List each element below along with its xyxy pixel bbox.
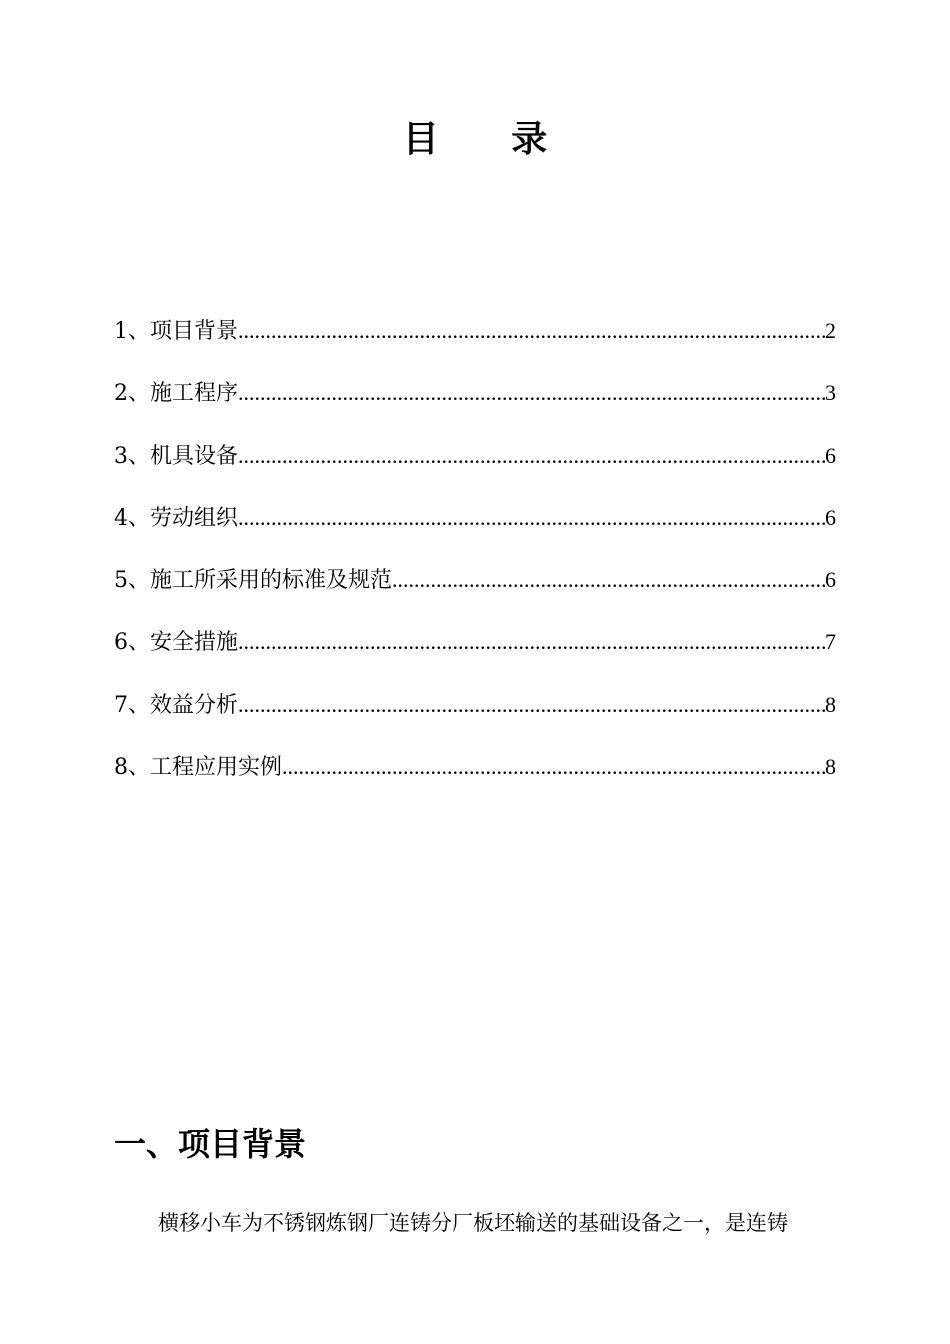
section-heading: 一、项目背景 [114, 1125, 307, 1163]
toc-entry[interactable] [114, 623, 836, 685]
toc-entry[interactable] [114, 437, 836, 499]
toc-page-number: 3 [825, 380, 836, 406]
toc-entry[interactable] [114, 748, 836, 810]
toc-dot-leader [238, 686, 825, 724]
toc-dot-leader [238, 374, 825, 412]
toc-dot-leader [238, 623, 825, 661]
toc-entry-label: 6、安全措施 [114, 630, 238, 656]
toc-title: 目 录 [402, 119, 578, 160]
toc-entry-label: 4、劳动组织 [114, 505, 238, 531]
toc-entry-label: 3、机具设备 [114, 443, 238, 469]
toc-entry[interactable] [114, 561, 836, 623]
toc-entry[interactable] [114, 686, 836, 748]
toc-dot-leader [238, 499, 825, 537]
toc-dot-leader [238, 312, 825, 350]
toc-page-number: 7 [825, 629, 836, 655]
toc-dot-leader [282, 748, 825, 786]
toc-dot-leader [238, 437, 825, 475]
toc-page-number: 6 [825, 504, 836, 530]
toc-page-number: 2 [825, 318, 836, 343]
toc-entry-label: 2、施工程序 [114, 381, 238, 407]
toc-entry[interactable] [114, 374, 836, 436]
toc-page-number: 6 [825, 442, 836, 468]
toc-page-number: 8 [825, 754, 836, 780]
toc-entry-label: 1、项目背景 [114, 319, 238, 344]
toc-page-number: 8 [825, 691, 836, 717]
toc-page-number: 6 [825, 567, 836, 593]
toc-entry[interactable] [114, 499, 836, 561]
body-paragraph: 横移小车为不锈钢炼钢厂连铸分厂板坯输送的基础设备之一，是连铸 [158, 1211, 788, 1235]
toc-entry-label: 5、施工所采用的标准及规范 [114, 568, 392, 594]
toc-entry-label: 7、效益分析 [114, 692, 238, 718]
toc-dot-leader [392, 561, 825, 599]
toc-entry-label: 8、工程应用实例 [114, 755, 282, 781]
toc-list [114, 312, 836, 810]
toc-entry[interactable] [114, 312, 836, 374]
